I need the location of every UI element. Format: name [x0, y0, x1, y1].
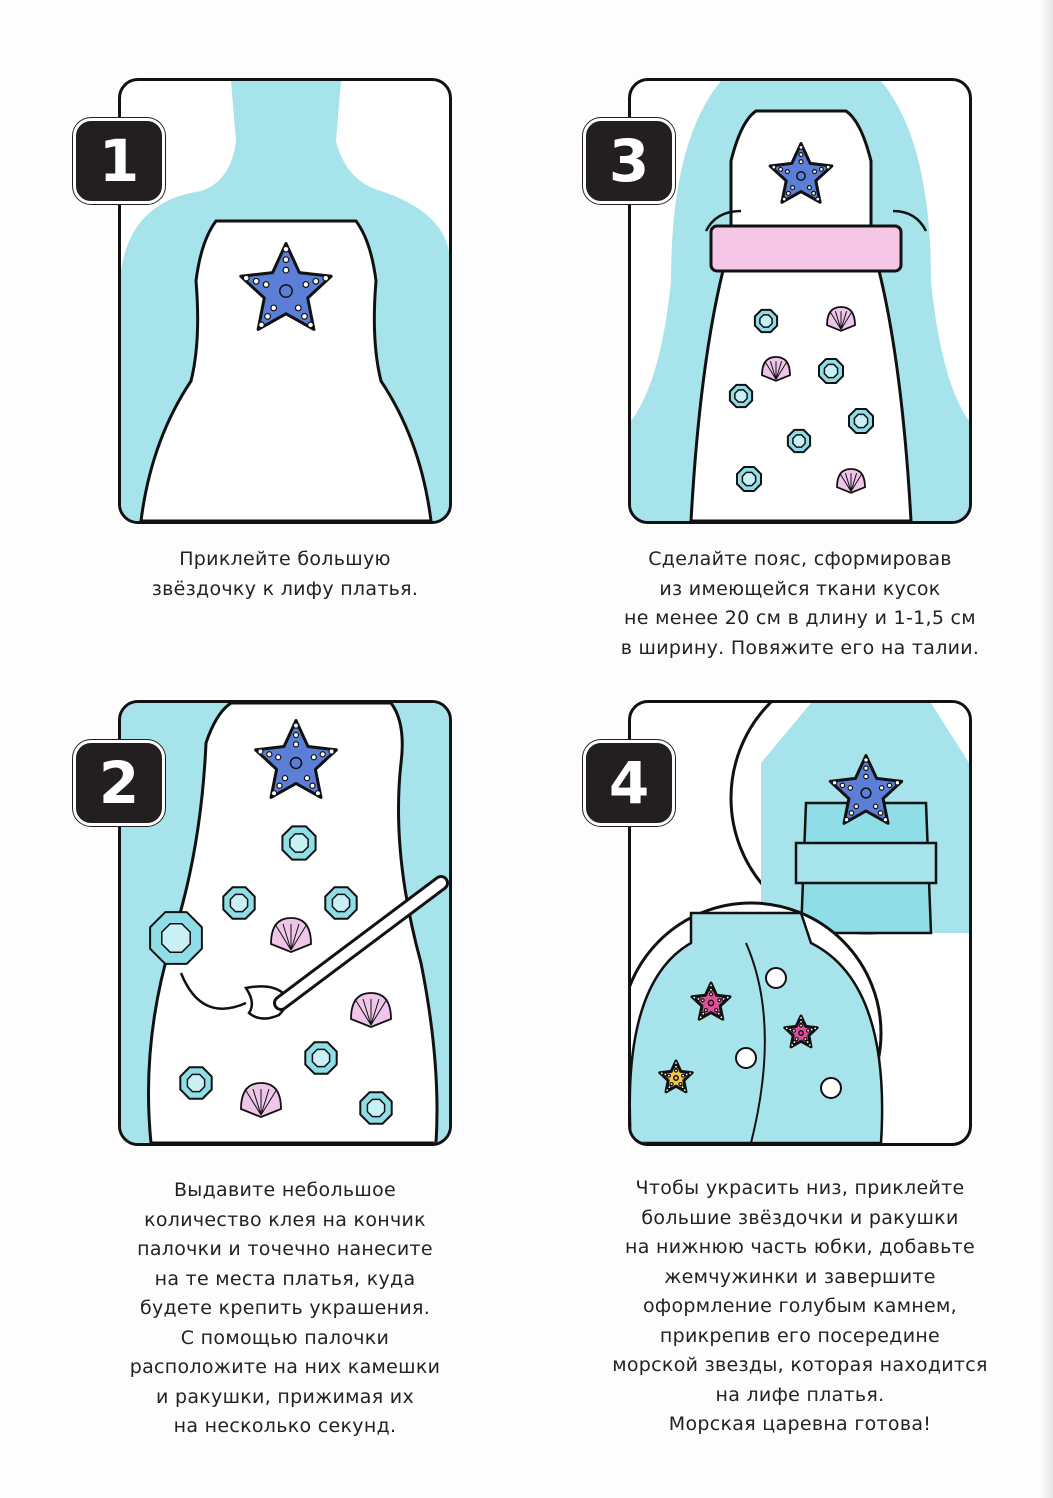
caption-line: в ширину. Повяжите его на талии. [620, 636, 980, 659]
caption-line: Сделайте пояс, сформировав [648, 548, 952, 570]
gem-icon [150, 912, 202, 964]
gem-icon [360, 1092, 391, 1123]
caption-line: морской звезды, которая находится [612, 1354, 988, 1376]
seashell-icon [351, 993, 391, 1027]
seashell-icon [271, 918, 311, 952]
step-badge-2: 2 [73, 740, 165, 826]
step-1-illustration [118, 78, 452, 524]
gem-icon [819, 359, 843, 383]
caption-line: оформление голубым камнем, [642, 1295, 958, 1317]
pearl [736, 1048, 756, 1068]
belt [711, 226, 901, 271]
seashell-icon [762, 357, 790, 381]
caption-line: Морская царевна готова! [668, 1413, 932, 1435]
seashell-icon [837, 469, 865, 493]
gem-icon [180, 1067, 211, 1098]
caption-line: не менее 20 см в длину и 1-1,5 см [624, 607, 976, 629]
step-2-caption [65, 1176, 505, 1442]
pearl [766, 968, 786, 988]
gem-icon [849, 409, 873, 433]
gem-icon [325, 887, 356, 918]
step-badge-4: 4 [583, 740, 675, 826]
step-2-illustration [118, 700, 452, 1146]
caption-line: количество клея на кончик [144, 1208, 426, 1231]
caption-line: на нижнюю часть юбки, добавьте [625, 1236, 975, 1258]
caption-line: жемчужинки и завершите [664, 1265, 936, 1288]
caption-line: прикрепив его посередине [659, 1324, 941, 1347]
gem-icon [755, 310, 777, 332]
gem-icon [730, 385, 752, 407]
caption-line: на несколько секунд. [173, 1415, 397, 1437]
step-1-caption [65, 545, 505, 604]
caption-line: Приклейте большую [179, 548, 391, 570]
caption-line: на лифе платья. [715, 1383, 885, 1406]
step-4-illustration [628, 700, 972, 1146]
caption-line: палочки и точечно нанесите [137, 1238, 433, 1260]
caption-line: и ракушки, прижимая их [155, 1385, 415, 1408]
step-badge-1: 1 [73, 118, 165, 204]
page-edge [1039, 0, 1053, 1498]
step-badge-3: 3 [583, 118, 675, 204]
caption-line: Чтобы украсить низ, приклейте [635, 1177, 965, 1199]
caption-line: большие звёздочки и ракушки [641, 1206, 959, 1229]
pearl [821, 1078, 841, 1098]
caption-line: С помощью палочки [180, 1326, 390, 1349]
seashell-icon [827, 307, 855, 331]
gem-icon [737, 467, 761, 491]
gem-icon [223, 887, 254, 918]
gem-icon [305, 1042, 336, 1073]
caption-line: расположите на них камешки [129, 1356, 441, 1378]
gem-icon [282, 826, 315, 859]
caption-line: звёздочку к лифу платья. [151, 577, 419, 600]
seashell-icon [241, 1083, 281, 1117]
step-3-illustration [628, 78, 972, 524]
caption-line: Выдавите небольшое [173, 1179, 397, 1201]
step-3-caption [580, 545, 1020, 663]
caption-line: из имеющейся ткани кусок [659, 577, 941, 600]
gem-icon [788, 430, 810, 452]
caption-line: на те места платья, куда [154, 1267, 416, 1290]
step-4-caption [580, 1174, 1020, 1440]
caption-line: будете крепить украшения. [139, 1297, 431, 1319]
